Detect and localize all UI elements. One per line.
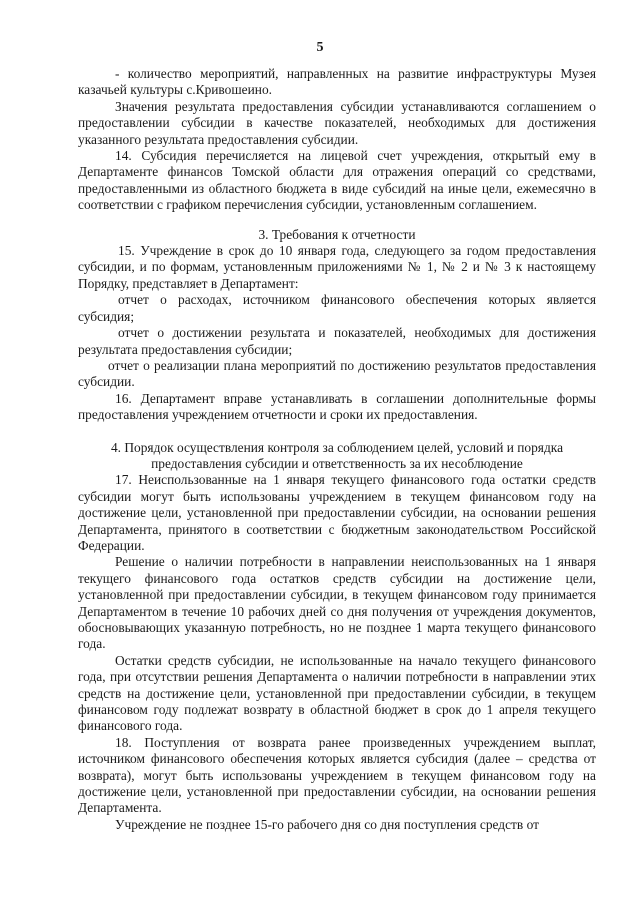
paragraph-need-decision: Решение о наличии потребности в направлении неиспользованных на 1 января текущего финансового года остатков средств субсидии на достижение цели, установленной при предоставлении субсидии, в текущем финансовом году принимается Департаментом в течение 10 рабочих дней со дня получения от учреждения документов, обосновывающих указанную потребность, но не позднее 1 марта текущего финансового года.: [78, 554, 596, 652]
paragraph-clause-15: 15. Учреждение в срок до 10 января года, следующего за годом предоставления субсидии, и по формам, установленным приложениями № 1, № 2 и № 3 к настоящему Порядку, представляет в Департамент:: [78, 243, 596, 291]
paragraph-clause-18: 18. Поступления от возврата ранее произведенных учреждением выплат, источником финансового обеспечения которых является субсидия (далее – средства от возврата), могут быть использованы учреждением в текущем финансовом году на достижение цели, установленной при предоставлении субсидии, на основании решения Департамента.: [78, 734, 596, 816]
paragraph-refund-deadline: Учреждение не позднее 15-го рабочего дня со дня поступления средств от: [115, 816, 539, 832]
paragraph-result-values: Значения результата предоставления субсидии устанавливаются соглашением о предоставлении субсидии в качестве показателей, необходимых для достижения указанного результата предоставления субсидии.: [78, 98, 596, 147]
paragraph-expense-report: отчет о расходах, источником финансового обеспечения которых является субсидия;: [78, 292, 596, 324]
document-body: [78, 66, 596, 833]
paragraph-result-report: отчет о достижении результата и показателей, необходимых для достижения результата предоставления субсидии;: [78, 325, 596, 357]
paragraph-clause-16: 16. Департамент вправе устанавливать в соглашении дополнительные формы предоставления учреждением отчетности и сроки их предоставления.: [78, 390, 596, 423]
section-3-heading: 3. Требования к отчетности: [258, 226, 416, 242]
section-4-heading-line-2: предоставления субсидии и ответственность за их несоблюдение: [151, 455, 523, 471]
paragraph-clause-17: 17. Неиспользованные на 1 января текущего финансового года остатки средств субсидии могут быть использованы учреждением в текущем финансовом году на достижение цели, установленной при предоставлении субсидии, на основании решения Департамента, принятого в соответствии с бюджетным законодательством Российской Федерации.: [78, 472, 596, 553]
paragraph-clause-14: 14. Субсидия перечисляется на лицевой счет учреждения, открытый ему в Департаменте финансов Томской области для отражения операций со средствами, предоставленными из областного бюджета в виде субсидий на иные цели, ежемесячно в соответствии с графиком перечисления субсидии, установленным соглашением.: [78, 148, 596, 213]
paragraph-unused-balances: Остатки средств субсидии, не использованные на начало текущего финансового года, при отсутствии решения Департамента о наличии потребности в направлении этих средств на достижение цели, установленной при предоставлении субсидии, в текущем финансовом году подлежат возврату в областной бюджет в срок до 1 апреля текущего финансового года.: [78, 652, 596, 734]
page-number: 5: [316, 40, 324, 55]
section-4-heading-line-1: 4. Порядок осуществления контроля за соблюдением целей, условий и порядка: [110, 439, 564, 455]
paragraph-plan-report: отчет о реализации плана мероприятий по достижению результатов предоставления субсидии.: [78, 357, 596, 390]
paragraph-infrastructure-count: - количество мероприятий, направленных на развитие инфраструктуры Музея казачьей культуры с.Кривошеино.: [78, 66, 596, 98]
